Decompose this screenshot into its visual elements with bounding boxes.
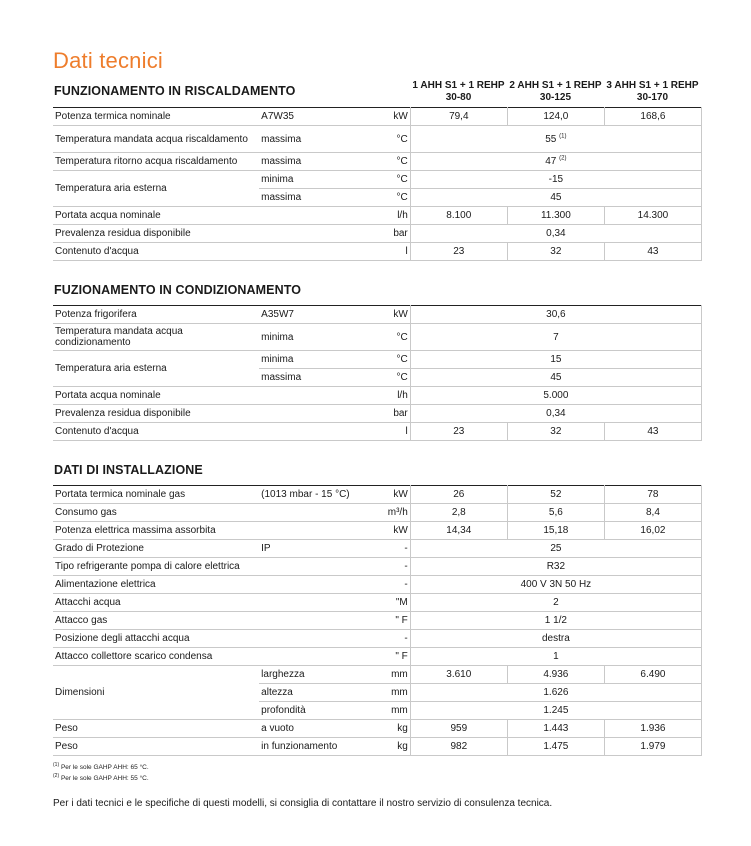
cooling-table bbox=[53, 305, 702, 441]
row-unit: kg bbox=[369, 738, 410, 756]
table-row bbox=[53, 738, 702, 756]
value-cell: destra bbox=[410, 630, 701, 648]
installation-table bbox=[53, 485, 702, 756]
row-condition: massima bbox=[259, 153, 369, 171]
value-cell: 168,6 bbox=[604, 108, 701, 126]
row-unit: " F bbox=[369, 612, 410, 630]
value-cell: 52 bbox=[507, 486, 604, 504]
value-cell: 43 bbox=[604, 423, 701, 441]
value-cell: 7 bbox=[410, 324, 701, 351]
row-label: Dimensioni bbox=[53, 666, 259, 720]
row-unit: bar bbox=[369, 405, 410, 423]
row-condition bbox=[259, 522, 369, 540]
row-unit: l/h bbox=[369, 387, 410, 405]
row-condition bbox=[259, 405, 369, 423]
row-label: Temperatura aria esterna bbox=[53, 171, 259, 207]
row-unit: " F bbox=[369, 648, 410, 666]
value-cell: 982 bbox=[410, 738, 507, 756]
row-label: Portata acqua nominale bbox=[53, 207, 259, 225]
column-header-model: 3 AHH S1 + 1 REHP bbox=[606, 80, 699, 91]
row-condition: massima bbox=[259, 369, 369, 387]
row-condition: profondità bbox=[259, 702, 369, 720]
row-unit: m³/h bbox=[369, 504, 410, 522]
table-row bbox=[53, 306, 702, 324]
row-condition: minima bbox=[259, 171, 369, 189]
value-cell: 11.300 bbox=[507, 207, 604, 225]
value-cell: 8.100 bbox=[410, 207, 507, 225]
value-cell: 23 bbox=[410, 243, 507, 261]
heating-table bbox=[53, 107, 702, 261]
value-cell: 14,34 bbox=[410, 522, 507, 540]
footnote-ref: (1) bbox=[559, 133, 567, 140]
value-cell: 26 bbox=[410, 486, 507, 504]
row-label: Portata termica nominale gas bbox=[53, 486, 259, 504]
value-cell: 16,02 bbox=[604, 522, 701, 540]
row-condition: in funzionamento bbox=[259, 738, 369, 756]
table-row bbox=[53, 405, 702, 423]
table-row bbox=[53, 540, 702, 558]
value-cell: 78 bbox=[604, 486, 701, 504]
row-unit: °C bbox=[369, 126, 410, 153]
table-row bbox=[53, 612, 702, 630]
value-cell: 15,18 bbox=[507, 522, 604, 540]
row-condition bbox=[259, 594, 369, 612]
row-unit: kW bbox=[369, 108, 410, 126]
value-cell: 4.936 bbox=[507, 666, 604, 684]
table-row bbox=[53, 666, 702, 684]
row-label: Portata acqua nominale bbox=[53, 387, 259, 405]
footnote-ref: (1) bbox=[53, 762, 60, 768]
closing-note: Per i dati tecnici e le specifiche di questi modelli, si consiglia di contattare il nostro servizio di consulenza tecnica. bbox=[53, 798, 553, 809]
row-unit: mm bbox=[369, 684, 410, 702]
value-cell: 0,34 bbox=[410, 405, 701, 423]
row-unit: °C bbox=[369, 351, 410, 369]
table-row bbox=[53, 720, 702, 738]
row-label: Tipo refrigerante pompa di calore elettrica bbox=[53, 558, 259, 576]
value-cell: 1.443 bbox=[507, 720, 604, 738]
row-label: Attacco collettore scarico condensa bbox=[53, 648, 259, 666]
row-unit: °C bbox=[369, 153, 410, 171]
row-unit: - bbox=[369, 630, 410, 648]
row-label: Potenza frigorifera bbox=[53, 306, 259, 324]
column-header-code: 30-125 bbox=[539, 92, 572, 103]
table-row bbox=[53, 522, 702, 540]
row-unit: l bbox=[369, 243, 410, 261]
row-label: Temperatura mandata acqua condizionamento bbox=[53, 324, 259, 351]
row-condition: minima bbox=[259, 324, 369, 351]
row-unit: mm bbox=[369, 702, 410, 720]
table-row bbox=[53, 243, 702, 261]
row-unit: °C bbox=[369, 171, 410, 189]
row-label: Potenza termica nominale bbox=[53, 108, 259, 126]
footnote-text: Per le sole GAHP AHH: 55 °C. bbox=[60, 775, 149, 783]
row-condition bbox=[259, 207, 369, 225]
row-condition: massima bbox=[259, 189, 369, 207]
value-cell: 14.300 bbox=[604, 207, 701, 225]
section-title-heating: FUNZIONAMENTO IN RISCALDAMENTO bbox=[54, 84, 296, 98]
row-condition: altezza bbox=[259, 684, 369, 702]
value-cell: 2,8 bbox=[410, 504, 507, 522]
value-cell: 45 bbox=[410, 369, 701, 387]
row-unit: kW bbox=[369, 522, 410, 540]
value-text: 55 bbox=[545, 133, 557, 145]
value-cell: 30,6 bbox=[410, 306, 701, 324]
column-header-1 bbox=[410, 80, 507, 104]
value-cell: 32 bbox=[507, 243, 604, 261]
value-cell: 1.979 bbox=[604, 738, 701, 756]
row-condition: A35W7 bbox=[259, 306, 369, 324]
table-row bbox=[53, 648, 702, 666]
table-row bbox=[53, 351, 702, 369]
row-condition bbox=[259, 648, 369, 666]
row-unit: l bbox=[369, 423, 410, 441]
row-unit: - bbox=[369, 576, 410, 594]
table-row bbox=[53, 153, 702, 171]
value-cell: 1.626 bbox=[410, 684, 701, 702]
value-cell: 23 bbox=[410, 423, 507, 441]
value-text: 47 bbox=[545, 156, 557, 167]
value-cell: 45 bbox=[410, 189, 701, 207]
page-title: Dati tecnici bbox=[53, 48, 163, 73]
row-condition bbox=[259, 387, 369, 405]
row-label: Temperatura ritorno acqua riscaldamento bbox=[53, 153, 259, 171]
row-condition bbox=[259, 612, 369, 630]
column-header-code: 30-80 bbox=[445, 92, 472, 103]
value-cell: 1 bbox=[410, 648, 701, 666]
value-cell: -15 bbox=[410, 171, 701, 189]
row-condition bbox=[259, 243, 369, 261]
table-row bbox=[53, 423, 702, 441]
row-condition bbox=[259, 576, 369, 594]
column-header-2 bbox=[507, 80, 604, 104]
row-condition: (1013 mbar - 15 °C) bbox=[259, 486, 369, 504]
column-header-code: 30-170 bbox=[636, 92, 669, 103]
row-condition bbox=[259, 630, 369, 648]
value-cell: 1 1/2 bbox=[410, 612, 701, 630]
value-cell: 5.000 bbox=[410, 387, 701, 405]
row-label: Prevalenza residua disponibile bbox=[53, 405, 259, 423]
row-condition bbox=[259, 504, 369, 522]
table-row bbox=[53, 225, 702, 243]
row-unit: mm bbox=[369, 666, 410, 684]
row-unit: kW bbox=[369, 306, 410, 324]
table-row bbox=[53, 558, 702, 576]
row-label: Potenza elettrica massima assorbita bbox=[53, 522, 259, 540]
footnote-text: Per le sole GAHP AHH: 65 °C. bbox=[60, 764, 149, 772]
section-title-cooling: FUZIONAMENTO IN CONDIZIONAMENTO bbox=[54, 283, 302, 297]
row-unit: - bbox=[369, 540, 410, 558]
table-row bbox=[53, 594, 702, 612]
table-row bbox=[53, 324, 702, 351]
table-row bbox=[53, 171, 702, 189]
row-label: Attacco gas bbox=[53, 612, 259, 630]
footnote-ref: (2) bbox=[53, 773, 60, 780]
row-label: Consumo gas bbox=[53, 504, 259, 522]
value-cell: 1.475 bbox=[507, 738, 604, 756]
footnotes bbox=[53, 761, 149, 783]
row-condition: A7W35 bbox=[259, 108, 369, 126]
row-unit: °C bbox=[369, 189, 410, 207]
row-unit: l/h bbox=[369, 207, 410, 225]
value-cell: 2 bbox=[410, 594, 701, 612]
row-condition: massima bbox=[259, 126, 369, 153]
row-label: Prevalenza residua disponibile bbox=[53, 225, 259, 243]
footnote bbox=[53, 772, 149, 783]
row-unit: bar bbox=[369, 225, 410, 243]
value-cell: 8,4 bbox=[604, 504, 701, 522]
table-row bbox=[53, 486, 702, 504]
row-unit: °C bbox=[369, 369, 410, 387]
value-cell: R32 bbox=[410, 558, 701, 576]
table-row bbox=[53, 126, 702, 153]
value-cell bbox=[410, 126, 701, 153]
table-row bbox=[53, 576, 702, 594]
table-row bbox=[53, 108, 702, 126]
row-unit: °C bbox=[369, 324, 410, 351]
value-cell: 15 bbox=[410, 351, 701, 369]
footnote-ref: (2) bbox=[559, 155, 567, 162]
value-cell: 32 bbox=[507, 423, 604, 441]
row-condition bbox=[259, 423, 369, 441]
table-row bbox=[53, 387, 702, 405]
value-cell: 1.936 bbox=[604, 720, 701, 738]
row-label: Alimentazione elettrica bbox=[53, 576, 259, 594]
row-condition: larghezza bbox=[259, 666, 369, 684]
row-label: Contenuto d'acqua bbox=[53, 243, 259, 261]
value-cell: 1.245 bbox=[410, 702, 701, 720]
row-condition: minima bbox=[259, 351, 369, 369]
table-row bbox=[53, 504, 702, 522]
value-cell: 79,4 bbox=[410, 108, 507, 126]
value-cell: 5,6 bbox=[507, 504, 604, 522]
value-cell bbox=[410, 153, 701, 171]
value-cell: 43 bbox=[604, 243, 701, 261]
column-header-model: 2 AHH S1 + 1 REHP bbox=[509, 80, 602, 91]
column-header-3 bbox=[604, 80, 701, 104]
value-cell: 25 bbox=[410, 540, 701, 558]
value-cell: 3.610 bbox=[410, 666, 507, 684]
column-header-model: 1 AHH S1 + 1 REHP bbox=[412, 80, 505, 91]
value-cell: 6.490 bbox=[604, 666, 701, 684]
footnote bbox=[53, 761, 149, 772]
row-label: Temperatura mandata acqua riscaldamento bbox=[53, 126, 259, 153]
table-row bbox=[53, 630, 702, 648]
row-label: Temperatura aria esterna bbox=[53, 351, 259, 387]
row-label: Peso bbox=[53, 738, 259, 756]
table-row bbox=[53, 207, 702, 225]
value-cell: 0,34 bbox=[410, 225, 701, 243]
row-unit: "M bbox=[369, 594, 410, 612]
row-condition bbox=[259, 558, 369, 576]
section-title-installation: DATI DI INSTALLAZIONE bbox=[54, 463, 203, 477]
row-label: Grado di Protezione bbox=[53, 540, 259, 558]
row-unit: kg bbox=[369, 720, 410, 738]
row-unit: - bbox=[369, 558, 410, 576]
row-label: Posizione degli attacchi acqua bbox=[53, 630, 259, 648]
row-label: Attacchi acqua bbox=[53, 594, 259, 612]
value-cell: 400 V 3N 50 Hz bbox=[410, 576, 701, 594]
value-cell: 959 bbox=[410, 720, 507, 738]
value-cell: 124,0 bbox=[507, 108, 604, 126]
row-unit: kW bbox=[369, 486, 410, 504]
row-label: Contenuto d'acqua bbox=[53, 423, 259, 441]
row-condition: a vuoto bbox=[259, 720, 369, 738]
row-condition: IP bbox=[259, 540, 369, 558]
row-label: Peso bbox=[53, 720, 259, 738]
row-condition bbox=[259, 225, 369, 243]
